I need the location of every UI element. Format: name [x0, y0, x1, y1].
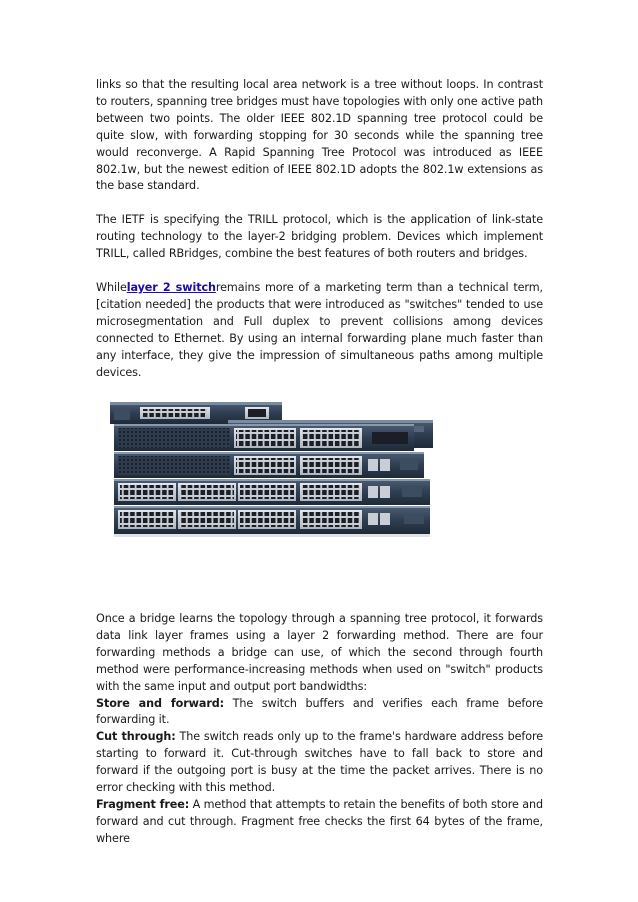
- paragraph-trill: The IETF is specifying the TRILL protocol, which is the application of link-state routing technology to the layer-2 bridging problem. Devices which implement TRILL, called RBridges, combine the best features of both routers and bridges.: [96, 213, 543, 261]
- method-cut-through: [96, 729, 543, 797]
- para3-rest: remains more of a marketing term than a technical term,[citation needed] the products that were introduced as "switches" tended to use microsegmentation and Full duplex to prevent collisions among devices connected to Ethernet. By using an internal forwarding plane much faster than any interface, they give the impression of simultaneous paths among multiple devices.: [96, 281, 543, 379]
- paragraph-spanning-tree: links so that the resulting local area network is a tree without loops. In contrast to routers, spanning tree bridges must have topologies with only one active path between two points. The older IEEE 802.1D spanning tree protocol could be quite slow, with forwarding stopping for 30 seconds while the spanning tree would reconverge. A Rapid Spanning Tree Protocol was introduced as IEEE 802.1w, but the newest edition of IEEE 802.1D adopts the 802.1w extensions as the base standard.: [96, 78, 543, 193]
- paragraph-layer2-switch: [96, 280, 543, 381]
- method-store-and-forward: [96, 696, 543, 730]
- method-desc: The switch buffers and verifies each frame before forwarding it.: [96, 696, 543, 727]
- switch-row-2: [114, 452, 424, 478]
- document-body: [96, 77, 543, 382]
- method-fragment-free: [96, 797, 543, 848]
- method-term: Cut through:: [96, 730, 176, 744]
- method-desc: A method that attempts to retain the benefits of both store and forward and cut through. Fragment free checks the first 64 bytes of the frame, where: [96, 797, 543, 845]
- network-switch-stack-image: [110, 398, 450, 538]
- method-desc: The switch reads only up to the frame's hardware address before starting to forward it. Cut-through switches have to fall back to store and forward if the outgoing port is busy at the time the packet arrives. There is no error checking with this method.: [96, 730, 544, 795]
- layer-2-switch-link[interactable]: layer 2 switch: [126, 281, 216, 295]
- forwarding-methods-section: [96, 611, 543, 848]
- switch-row-4: [114, 506, 430, 534]
- method-term: Fragment free:: [96, 797, 190, 811]
- para3-lead: While: [96, 281, 127, 295]
- paragraph-forwarding: Once a bridge learns the topology through a spanning tree protocol, it forwards data link layer frames using a layer 2 forwarding method. There are four forwarding methods a bridge can use, of which the second through fourth method were performance-increasing methods when used on "switch" products with the same input and output port bandwidths:: [96, 612, 543, 693]
- method-term: Store and forward:: [96, 696, 225, 710]
- switch-row-1: [114, 424, 414, 451]
- switch-row-3: [114, 479, 430, 505]
